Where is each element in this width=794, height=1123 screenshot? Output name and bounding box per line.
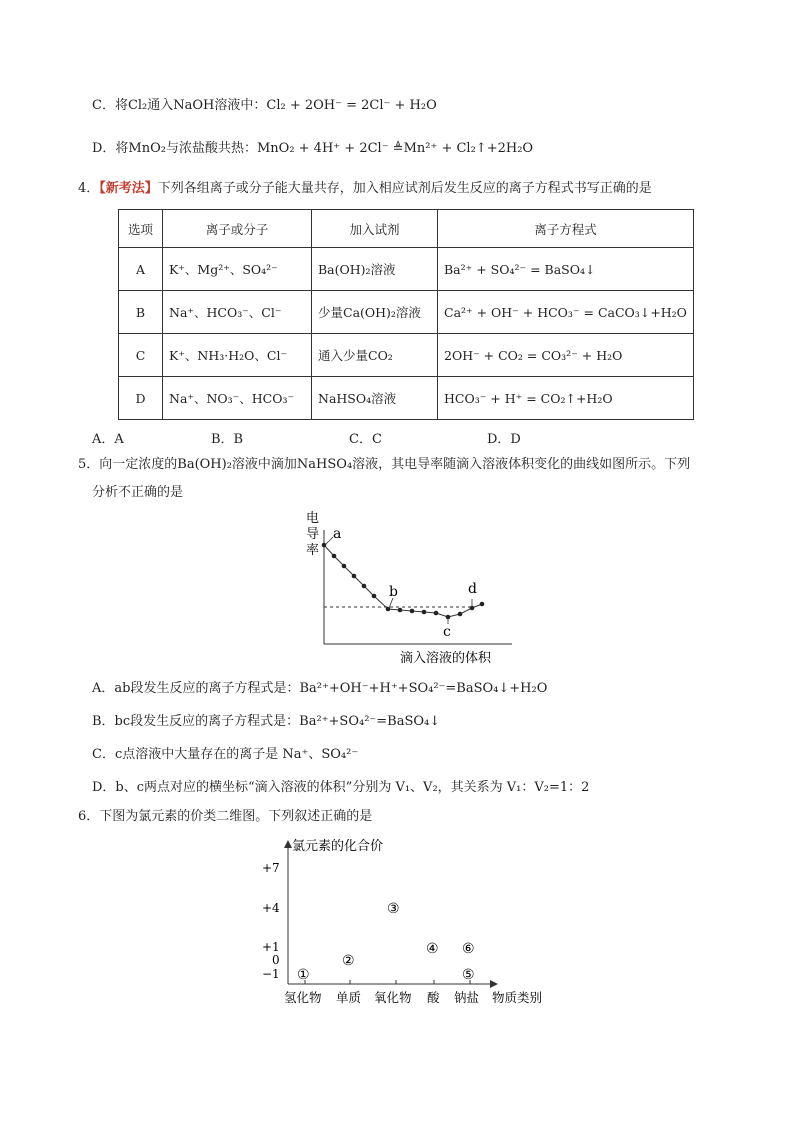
q5-stem-line1: 5．向一定浓度的Ba(OH)₂溶液中滴加NaHSO₄溶液，其电导率随滴入溶液体积变化的曲线如图所示。下列 [78, 457, 691, 472]
marker-5: ⑤ [462, 967, 475, 983]
marker-4: ④ [426, 941, 439, 957]
q5-option-a: A．ab段发生反应的离子方程式是：Ba²⁺+OH⁻+H⁺+SO₄²⁻=BaSO₄↓+H₂O [92, 681, 548, 696]
q4-number: 4． [78, 181, 100, 196]
table-cell: Na⁺、NO₃⁻、HCO₃⁻ [163, 377, 312, 420]
table-header-row [119, 210, 694, 248]
table-cell: B [119, 291, 163, 334]
table-row [119, 377, 694, 420]
q3-option-c: C．将Cl₂通入NaOH溶液中：Cl₂ + 2OH⁻ = 2Cl⁻ + H₂O [92, 98, 437, 113]
table-cell: Ba²⁺ + SO₄²⁻ = BaSO₄↓ [438, 248, 694, 291]
header-cell: 加入试剂 [312, 210, 438, 248]
y-axis-label-char: 电 [306, 511, 320, 526]
table-cell: A [119, 248, 163, 291]
y-tick-label: +7 [262, 861, 280, 875]
q6-stem: 6．下图为氯元素的价类二维图。下列叙述正确的是 [78, 809, 373, 824]
q5-option-d: D．b、c两点对应的横坐标“滴入溶液的体积”分别为 V₁、V₂，其关系为 V₁：V₂=1：2 [92, 780, 590, 795]
q3-option-d: D．将MnO₂与浓盐酸共热：MnO₂ + 4H⁺ + 2Cl⁻ ≜Mn²⁺ + Cl₂↑+2H₂O [92, 141, 534, 156]
q4-option-a: A．A [92, 432, 124, 447]
header-cell: 离子方程式 [438, 210, 694, 248]
y-axis-label-char: 率 [306, 543, 320, 558]
q6-valence-class-chart [250, 832, 560, 1012]
table-cell: Ba(OH)₂溶液 [312, 248, 438, 291]
point-label-c: c [443, 624, 451, 640]
marker-2: ② [342, 953, 355, 969]
x-tick-label: 氢化物 [284, 990, 322, 1005]
table-cell: D [119, 377, 163, 420]
x-tick-label: 钠盐 [454, 990, 480, 1005]
q4-table [118, 209, 694, 420]
table-cell: K⁺、Mg²⁺、SO₄²⁻ [163, 248, 312, 291]
header-cell: 离子或分子 [163, 210, 312, 248]
x-tick-marks [305, 980, 470, 984]
point-label-b: b [389, 584, 398, 600]
x-axis-label: 滴入溶液的体积 [400, 651, 492, 666]
marker-6: ⑥ [462, 941, 475, 957]
y-axis-label-char: 导 [306, 527, 320, 542]
y-tick-label: 0 [272, 953, 280, 967]
table-cell: 通入少量CO₂ [312, 334, 438, 377]
curve-points [322, 543, 485, 620]
table-row [119, 291, 694, 334]
q4-option-b: B．B [211, 432, 244, 447]
x-tick-label: 氧化物 [374, 990, 412, 1005]
table-row [119, 334, 694, 377]
marker-3: ③ [387, 901, 400, 917]
q5-option-c: C．c点溶液中大量存在的离子是 Na⁺、SO₄²⁻ [92, 747, 359, 762]
q5-option-b: B．bc段发生反应的离子方程式是：Ba²⁺+SO₄²⁻=BaSO₄↓ [92, 714, 441, 729]
table-cell: K⁺、NH₃·H₂O、Cl⁻ [163, 334, 312, 377]
table-cell: HCO₃⁻ + H⁺ = CO₂↑+H₂O [438, 377, 694, 420]
x-tick-label: 酸 [427, 990, 440, 1005]
y-axis-label: 氯元素的化合价 [292, 839, 384, 854]
point-label-d: d [468, 581, 477, 597]
q4-stem: 下列各组离子或分子能大量共存，加入相应试剂后发生反应的离子方程式书写正确的是 [157, 181, 652, 196]
table-cell: 少量Ca(OH)₂溶液 [312, 291, 438, 334]
y-tick-label: +4 [262, 901, 280, 915]
table-cell: Na⁺、HCO₃⁻、Cl⁻ [163, 291, 312, 334]
marker-1: ① [297, 967, 310, 983]
y-tick-label: +1 [262, 940, 280, 954]
x-axis-arrow [490, 980, 498, 988]
q4-option-c: C．C [349, 432, 382, 447]
conductivity-curve [324, 545, 482, 617]
q5-stem-line2: 分析不正确的是 [92, 485, 184, 500]
q4-tag: 【新考法】 [99, 181, 158, 196]
x-axis-label: 物质类别 [492, 990, 543, 1005]
table-cell: Ca²⁺ + OH⁻ + HCO₃⁻ = CaCO₃↓+H₂O [438, 291, 694, 334]
point-label-a: a [333, 526, 342, 542]
y-axis-arrow [284, 840, 292, 848]
header-cell: 选项 [119, 210, 163, 248]
q4-option-d: D．D [487, 432, 521, 447]
q5-conductivity-chart [300, 510, 530, 670]
table-cell: C [119, 334, 163, 377]
y-tick-label: −1 [262, 967, 280, 981]
table-row [119, 248, 694, 291]
table-cell: NaHSO₄溶液 [312, 377, 438, 420]
q4-stem-line [78, 180, 652, 198]
table-cell: 2OH⁻ + CO₂ = CO₃²⁻ + H₂O [438, 334, 694, 377]
x-tick-label: 单质 [336, 990, 362, 1005]
